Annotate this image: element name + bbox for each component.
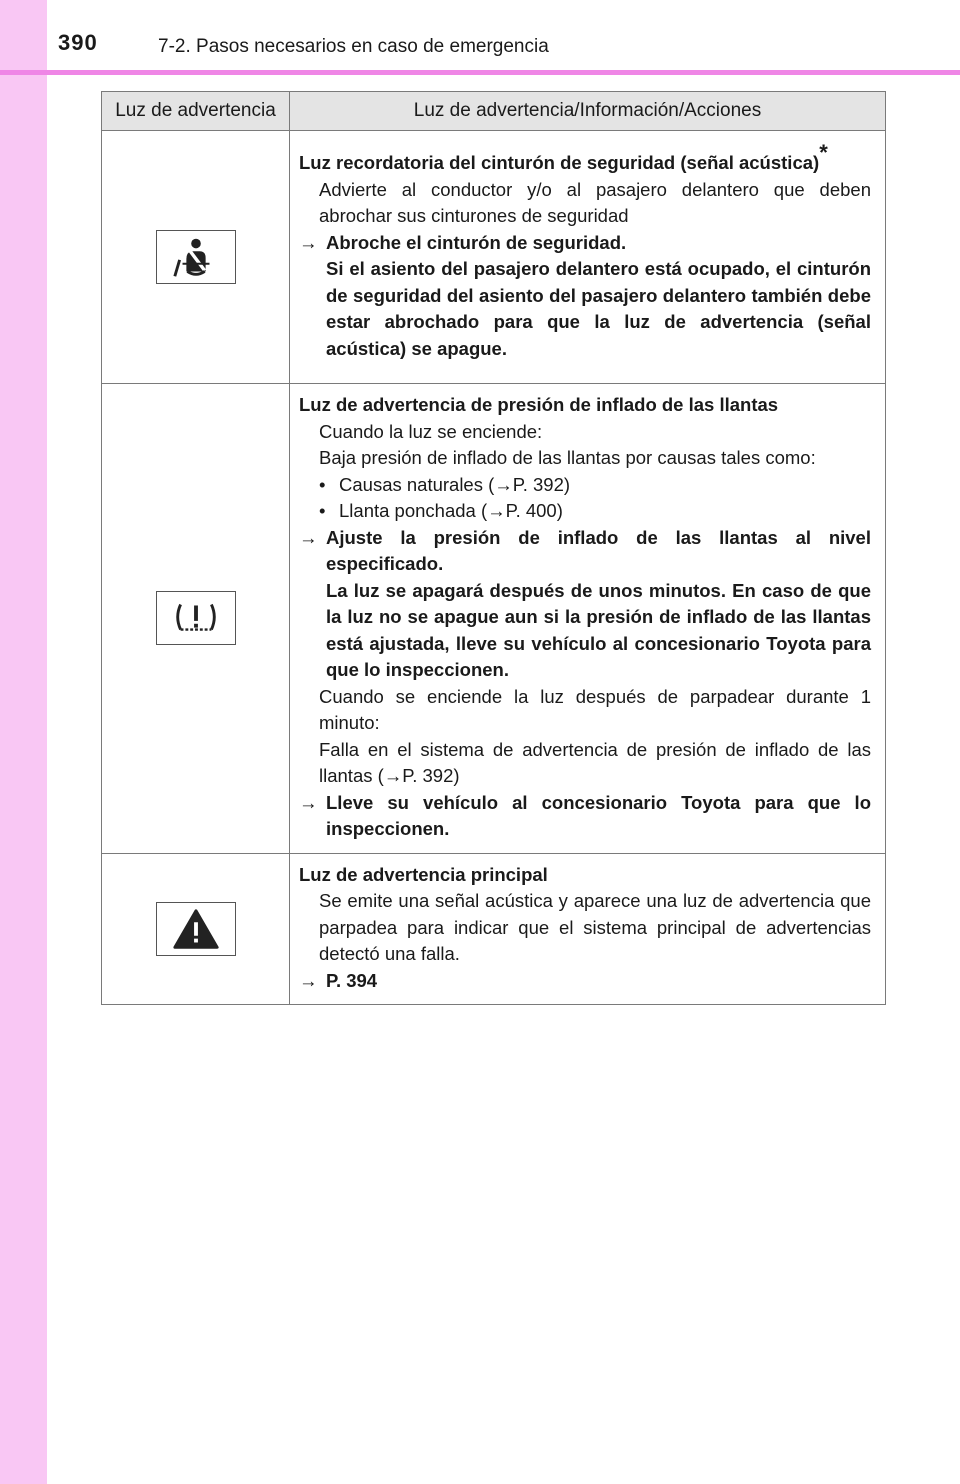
seatbelt-action: → Abroche el cinturón de seguridad. (299, 230, 871, 257)
list-item: • Causas naturales (→P. 392) (319, 473, 571, 495)
header-rule (0, 70, 960, 75)
seatbelt-description: Advierte al conductor y/o al pasajero delantero que deben abrochar sus cinturones de seguridad (319, 178, 871, 226)
arrow-icon: → (299, 231, 318, 253)
arrow-icon: → (299, 791, 318, 813)
tire-pressure-cause: Baja presión de inflado de las llantas por causas tales como: (319, 447, 816, 468)
section-title: 7-2. Pasos necesarios en caso de emergencia (158, 36, 549, 57)
table-row (102, 384, 886, 854)
master-warning-reference: → P. 394 (299, 968, 871, 995)
page-number: 390 (58, 30, 98, 55)
tire-pressure-condition: Cuando la luz se enciende: (319, 420, 543, 442)
table-header-row (102, 92, 886, 131)
arrow-icon: → (299, 969, 318, 991)
tire-pressure-system-fault: Falla en el sistema de advertencia de presión de inflado de las llantas (→P. 392) (319, 738, 871, 786)
master-warning-title: Luz de advertencia principal (299, 863, 548, 885)
list-item: • Llanta ponchada (→P. 400) (319, 500, 563, 521)
tire-pressure-action: → Ajuste la presión de inflado de las llantas al nivel especificado. (299, 526, 871, 574)
tire-pressure-icon (156, 591, 236, 645)
side-margin-band (0, 0, 47, 1484)
seatbelt-icon (156, 230, 236, 284)
tire-pressure-action-2: → Lleve su vehículo al concesionario Toyota para que lo inspeccionen. (299, 791, 871, 839)
seatbelt-action-detail: Si el asiento del pasajero delantero está ocupado, el cinturón de seguridad del asiento del pasajero delantero también debe estar abrochado para que la luz de advertencia (señal acústica) se apague. (326, 258, 871, 359)
arrow-icon: → (299, 526, 318, 548)
column-header-light: Luz de advertencia (102, 92, 290, 131)
tire-pressure-action-detail: La luz se apagará después de unos minutos. En caso de que la luz no se apague aun si la presión de inflado de las llantas está ajustada, lleve su vehículo al concesionario Toyota para que lo inspeccionen. (326, 579, 871, 680)
master-warning-description: Se emite una señal acústica y aparece una luz de advertencia que parpadea para indicar que el sistema principal de advertencias detectó una falla. (319, 890, 871, 964)
seatbelt-title: Luz recordatoria del cinturón de seguridad (señal acústica)* (299, 139, 828, 173)
footnote-mark: * (819, 139, 828, 165)
tire-pressure-title: Luz de advertencia de presión de inflado de las llantas (299, 394, 779, 415)
tire-pressure-blink-condition: Cuando se enciende la luz después de parpadear durante 1 minuto: (319, 685, 871, 733)
column-header-info: Luz de advertencia/Información/Acciones (290, 92, 886, 131)
warning-lights-table (101, 91, 886, 1005)
table-row (102, 853, 886, 1005)
table-row (102, 131, 886, 384)
master-warning-icon (156, 902, 236, 956)
